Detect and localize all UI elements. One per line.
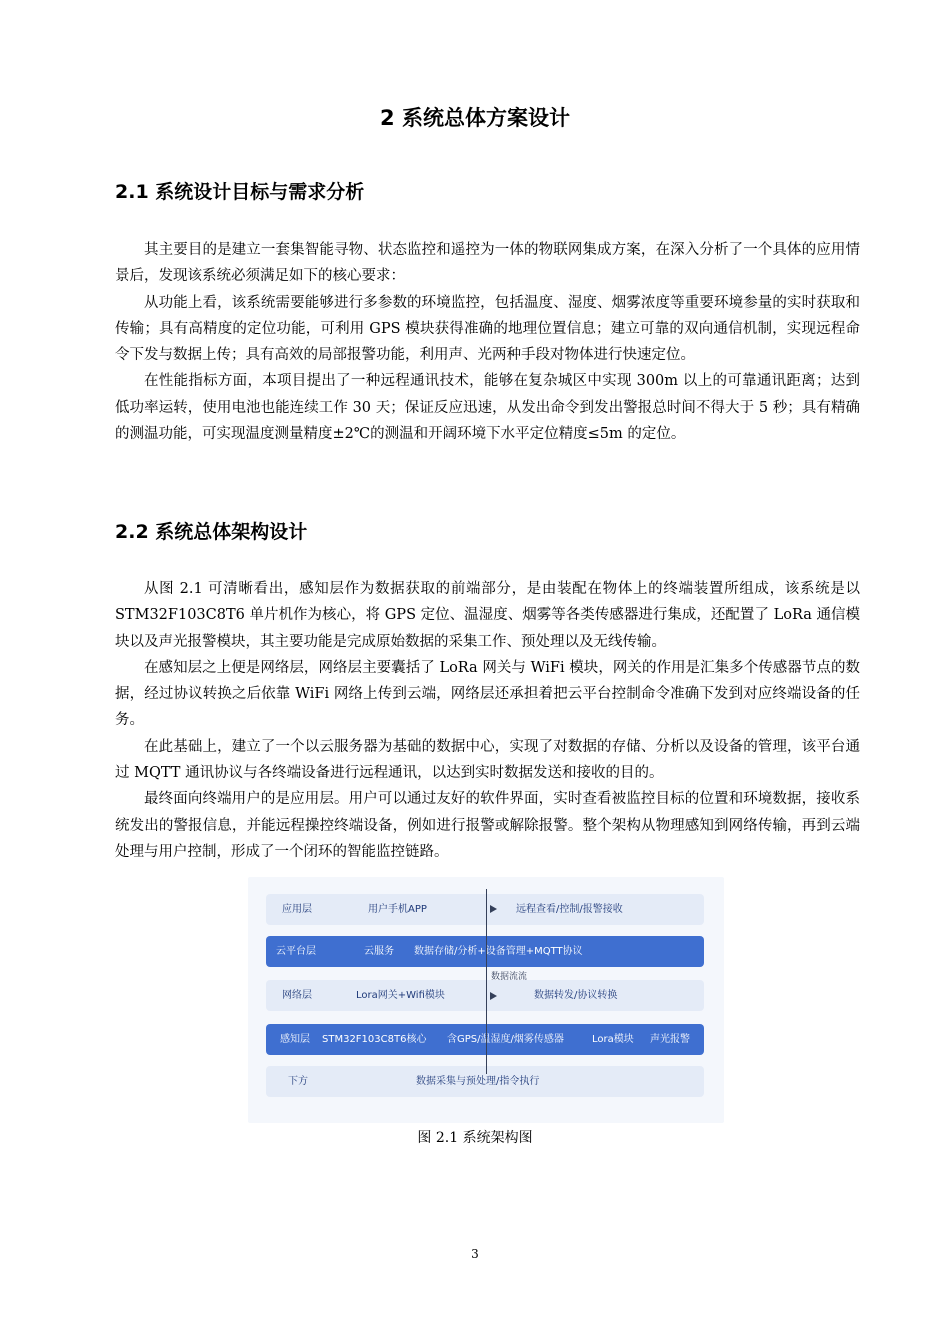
figure-caption: 图 2.1 系统架构图 bbox=[417, 1130, 533, 1146]
layer-name: 云平台层 bbox=[276, 946, 316, 957]
layer-name: 感知层 bbox=[280, 1034, 310, 1045]
chapter-title: 2 系统总体方案设计 bbox=[380, 106, 570, 130]
layer-function: 数据存储/分析+设备管理+MQTT协议 bbox=[414, 946, 583, 957]
paragraph: 从功能上看，该系统需要能够进行多参数的环境监控，包括温度、湿度、烟雾浓度等重要环境参量的实时获取和传输；具有高精度的定位功能，可利用 GPS 模块获得准确的地理位置信息；建立可靠的双向通信机制，实现远程命令下发与数据上传；具有高效的局部报警功能，利用声、光两种手段对物体进行快速定位。 bbox=[115, 294, 860, 364]
paragraph: 最终面向终端用户的是应用层。用户可以通过友好的软件界面，实时查看被监控目标的位置和环境数据，接收系统发出的警报信息，并能远程操控终端设备，例如进行报警或解除报警。整个架构从物理感知到网络传输，再到云端处理与用户控制，形成了一个闭环的智能监控链路。 bbox=[115, 791, 860, 860]
layer-function: 含GPS/温湿度/烟雾传感器 bbox=[447, 1034, 564, 1045]
paragraph: 其主要目的是建立一套集智能寻物、状态监控和遥控为一体的物联网集成方案，在深入分析了一个具体的应用情景后，发现该系统必须满足如下的核心要求： bbox=[115, 242, 860, 285]
data-flow-line bbox=[486, 889, 487, 1074]
layer-name: 网络层 bbox=[282, 990, 312, 1001]
arrow-right-icon bbox=[490, 905, 497, 913]
layer-module: 云服务 bbox=[364, 946, 394, 957]
layer-network bbox=[266, 980, 704, 1011]
paragraph: 在感知层之上便是网络层，网络层主要囊括了 LoRa 网关与 WiFi 模块，网关的作用是汇集多个传感器节点的数据，经过协议转换之后依靠 WiFi 网络上传到云端，网络层还承担着把云平台控制命令准确下发到对应终端设备的任务。 bbox=[115, 659, 860, 729]
layer-function: 数据转发/协议转换 bbox=[534, 990, 618, 1001]
page-number: 3 bbox=[471, 1247, 479, 1261]
layer-function: 数据采集与预处理/指令执行 bbox=[416, 1076, 540, 1087]
layer-alarm-module: 声光报警 bbox=[650, 1034, 690, 1045]
system-architecture-figure bbox=[248, 877, 724, 1123]
layer-bottom bbox=[266, 1066, 704, 1097]
layer-perception bbox=[266, 1024, 704, 1055]
paragraph: 在性能指标方面，本项目提出了一种远程通讯技术，能够在复杂城区中实现 300m 以上的可靠通讯距离；达到低功率运转，使用电池也能连续工作 30 天；保证反应迅速，从发出命令到发出警报总时间不得大于 5 秒；具有精确的测温功能，可实现温度测量精度±2℃的测温和开阔环境下水平定位精度≤5m 的定位。 bbox=[115, 373, 860, 443]
paragraph: 从图 2.1 可清晰看出，感知层作为数据获取的前端部分，是由装配在物体上的终端装置所组成，该系统是以 STM32F103C8T6 单片机作为核心，将 GPS 定位、温湿度、烟雾等各类传感器进行集成，还配置了 LoRa 通信模块以及声光报警模块，其主要功能是完成原始数据的采集工作、预处理以及无线传输。 bbox=[115, 581, 860, 650]
section-heading-2-1: 2.1 系统设计目标与需求分析 bbox=[115, 181, 365, 203]
arrow-right-icon bbox=[490, 992, 497, 1000]
layer-name: 下方 bbox=[288, 1076, 308, 1087]
layer-module: 用户手机APP bbox=[368, 904, 427, 915]
section-heading-2-2: 2.2 系统总体架构设计 bbox=[115, 521, 308, 543]
layer-function: 远程查看/控制/报警接收 bbox=[516, 904, 623, 915]
layer-module: Lora网关+Wifi模块 bbox=[356, 990, 445, 1001]
section-2-2-body bbox=[115, 576, 860, 865]
layer-lora-module: Lora模块 bbox=[592, 1034, 634, 1045]
layer-cloud-platform bbox=[266, 936, 704, 967]
paragraph: 在此基础上，建立了一个以云服务器为基础的数据中心，实现了对数据的存储、分析以及设备的管理，该平台通过 MQTT 通讯协议与各终端设备进行远程通讯，以达到实时数据发送和接收的目的。 bbox=[115, 738, 860, 782]
layer-name: 应用层 bbox=[282, 904, 312, 915]
layer-application bbox=[266, 894, 704, 925]
layer-module: STM32F103C8T6核心 bbox=[322, 1034, 427, 1045]
section-2-1-body bbox=[115, 237, 860, 447]
data-flow-label: 数据流流 bbox=[491, 972, 528, 982]
